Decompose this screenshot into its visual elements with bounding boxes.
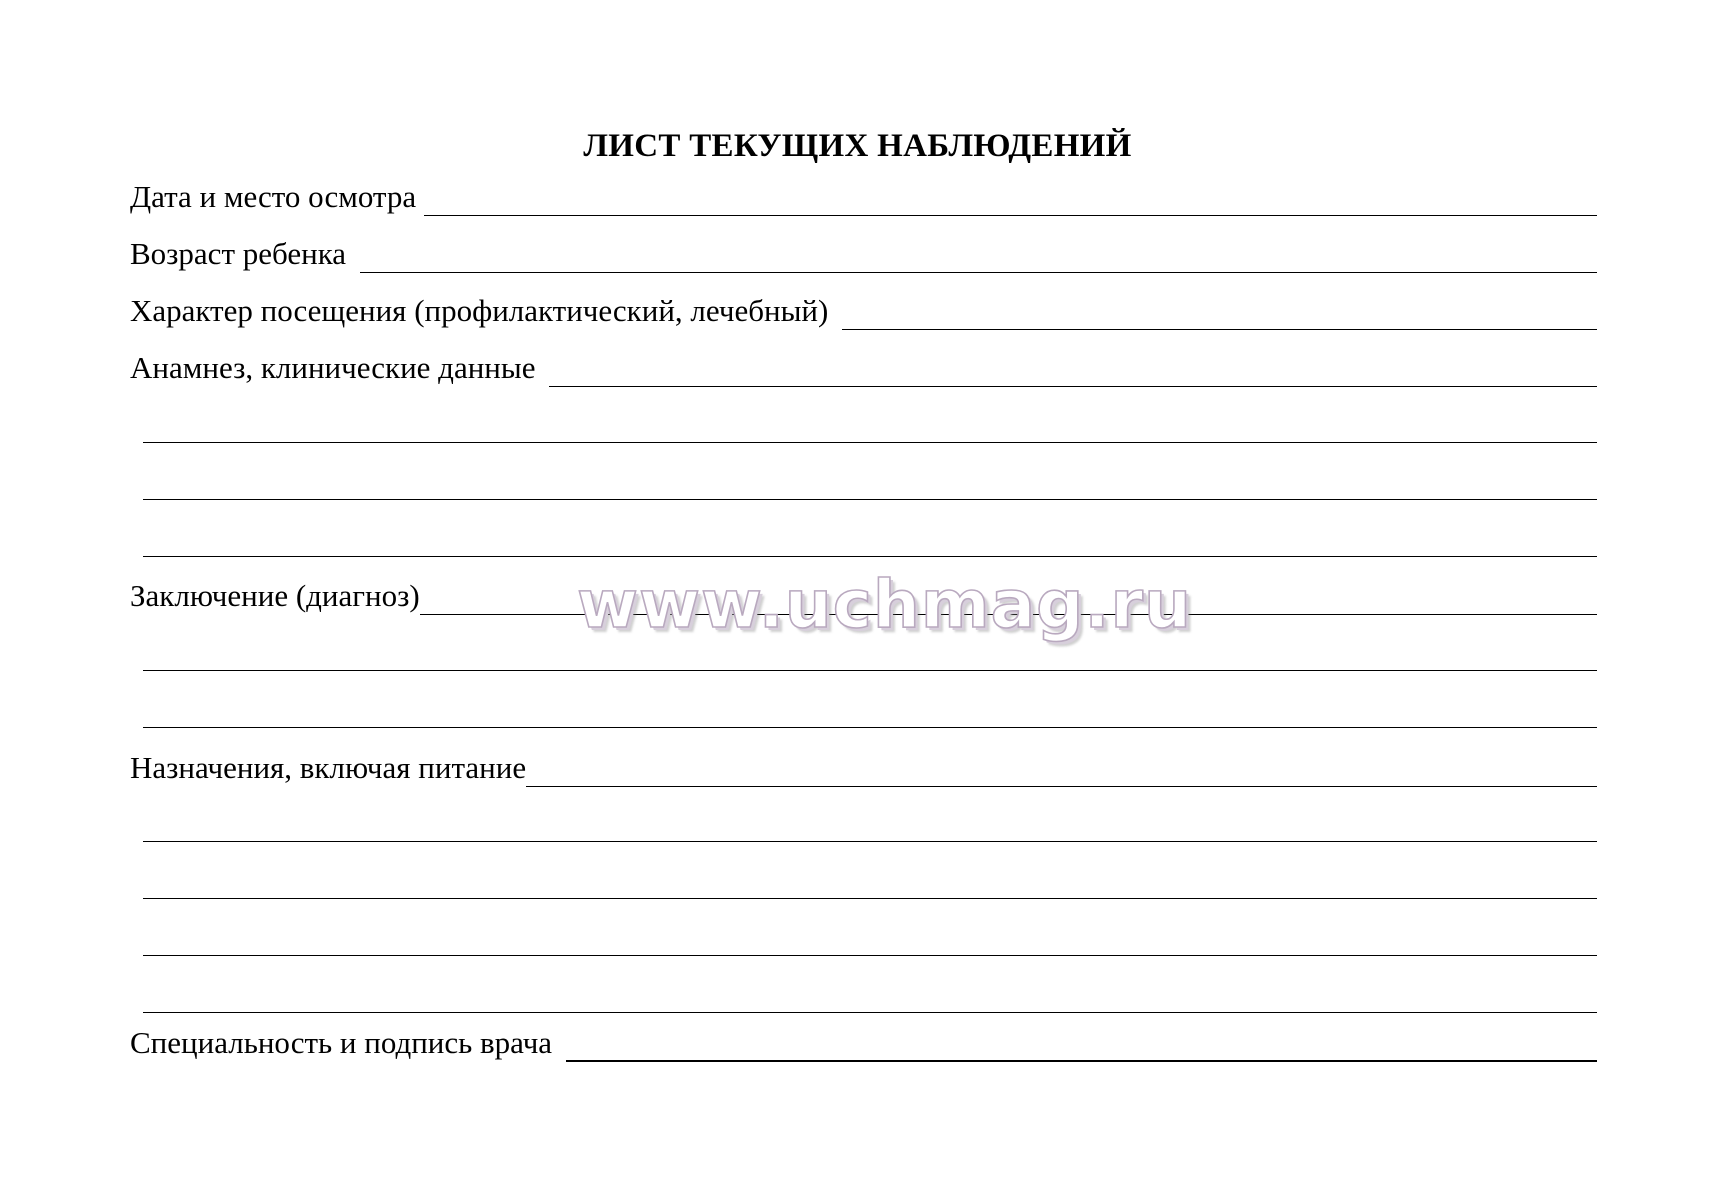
page-title: ЛИСТ ТЕКУЩИХ НАБЛЮДЕНИЙ	[583, 128, 1132, 164]
doctor-signature-label: Специальность и подпись врача	[130, 1025, 553, 1060]
conclusion-blank-line[interactable]	[143, 670, 1597, 671]
prescriptions-blank-line[interactable]	[143, 898, 1597, 899]
prescriptions-blank-line[interactable]	[143, 841, 1597, 842]
conclusion-label: Заключение (диагноз)	[130, 578, 420, 613]
anamnesis-row	[130, 347, 1597, 387]
anamnesis-blank-line[interactable]	[143, 556, 1597, 557]
child-age-line[interactable]	[360, 271, 1597, 273]
doctor-signature-line[interactable]	[566, 1059, 1597, 1062]
watermark: www.uchmag.ru	[577, 566, 1193, 643]
anamnesis-label: Анамнез, клинические данные	[130, 350, 536, 385]
child-age-row	[130, 233, 1597, 273]
prescriptions-blank-line[interactable]	[143, 955, 1597, 956]
prescriptions-row	[130, 747, 1597, 787]
conclusion-blank-line[interactable]	[143, 727, 1597, 728]
prescriptions-label: Назначения, включая питание	[130, 750, 527, 785]
prescriptions-blank-line[interactable]	[143, 1012, 1597, 1013]
visit-type-line[interactable]	[842, 328, 1597, 330]
doctor-signature-row	[130, 1022, 1597, 1062]
date-place-label: Дата и место осмотра	[130, 179, 417, 214]
visit-type-label: Характер посещения (профилактический, лечебный)	[130, 293, 829, 328]
date-place-row	[130, 176, 1597, 216]
anamnesis-blank-line[interactable]	[143, 442, 1597, 443]
date-place-line[interactable]	[424, 214, 1597, 216]
anamnesis-line[interactable]	[549, 385, 1597, 387]
anamnesis-blank-line[interactable]	[143, 499, 1597, 500]
child-age-label: Возраст ребенка	[130, 236, 347, 271]
prescriptions-line[interactable]	[526, 785, 1597, 787]
visit-type-row	[130, 290, 1597, 330]
